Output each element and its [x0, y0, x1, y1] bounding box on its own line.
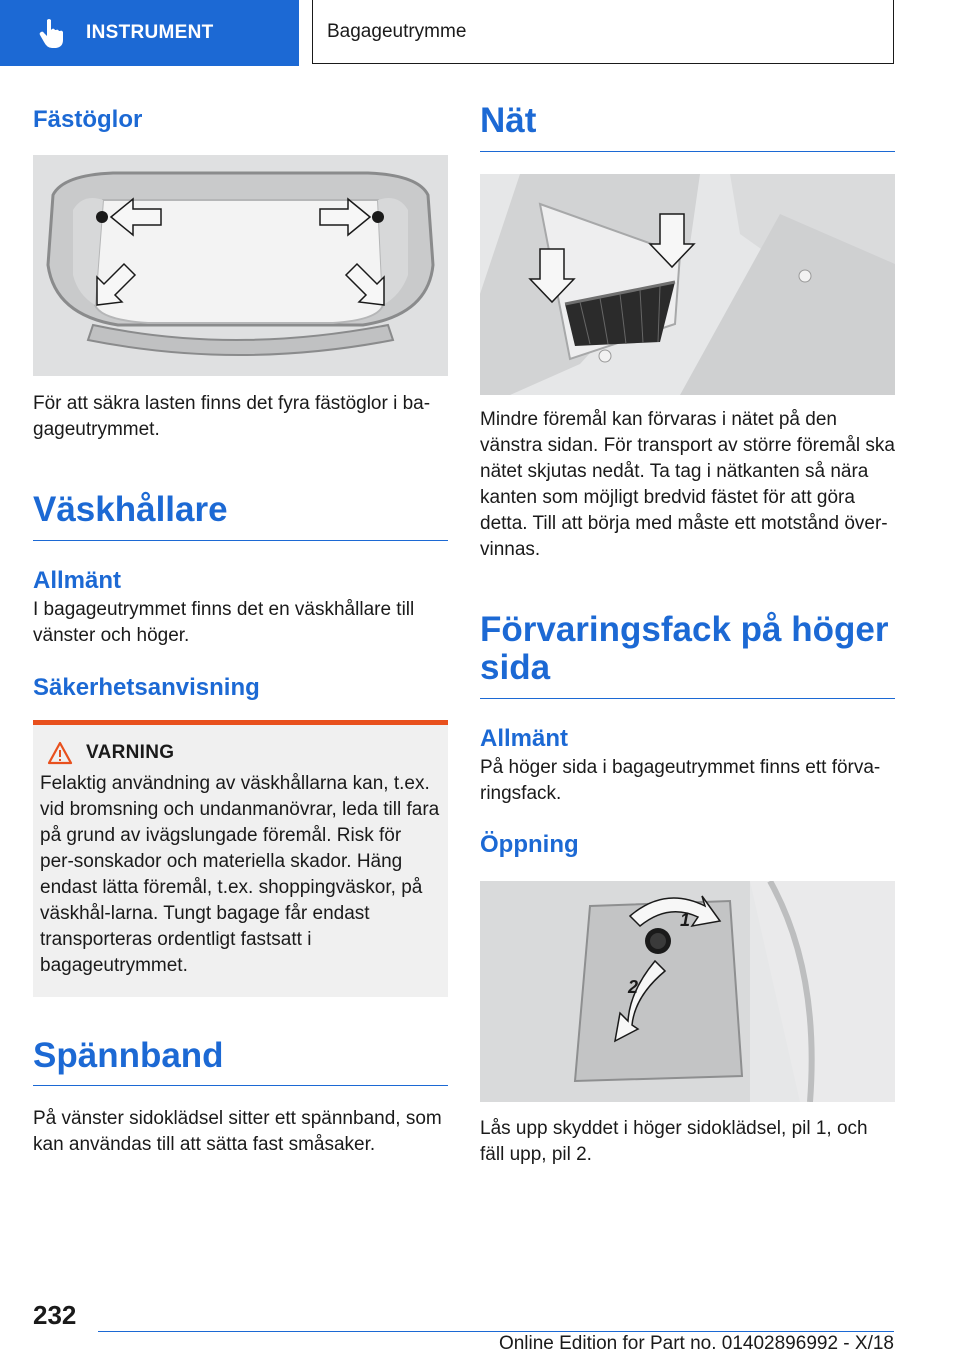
sakerhet-heading: Säkerhetsanvisning	[33, 673, 260, 701]
spannband-heading: Spännband	[33, 1037, 448, 1087]
warning-text: Felaktig användning av väskhållarna kan, t.ex. vid bromsning och undanmanövrar, leda till fara på grund av ivägslungade föremål. Risk för per-sonskador och materiella skador. Häng endast lätta föremål, t.ex. shoppingväskor, på väskhål-larna. Tungt bagage får endast transporteras ordentligt fastsatt i bagageutrymmet.	[40, 772, 440, 976]
fastoglor-text: För att säkra lasten finns det fyra fästöglor i ba-gageutrymmet.	[33, 393, 431, 440]
footer-divider	[98, 1331, 894, 1332]
warning-title: VARNING	[86, 741, 175, 763]
spannband-text: På vänster sidoklädsel sitter ett spännband, som kan användas till att sätta fast småsaker.	[33, 1108, 442, 1155]
allmant-text: I bagageutrymmet finns det en väskhållare till vänster och höger.	[33, 598, 415, 646]
section-tab[interactable]	[0, 0, 299, 66]
allmant-text-right: På höger sida i bagageutrymmet finns ett förva-ringsfack.	[480, 756, 881, 804]
page-topic: Bagageutrymme	[327, 20, 467, 42]
section-tab-label: INSTRUMENT	[86, 22, 214, 43]
arrow-label-2: 2	[628, 976, 639, 997]
allmant-heading-right: Allmänt	[480, 724, 569, 752]
storage-compartment-figure	[480, 881, 895, 1102]
fastoglor-heading: Fästöglor	[33, 106, 143, 133]
trunk-net-figure	[480, 174, 895, 395]
trunk-lashing-eyes-figure	[33, 155, 448, 376]
oppning-text: Lås upp skyddet i höger sidoklädsel, pil 1, och fäll upp, pil 2.	[480, 1117, 868, 1165]
allmant-heading: Allmänt	[33, 566, 122, 594]
arrow-label-1: 1	[680, 909, 691, 930]
right-column	[480, 102, 895, 1168]
vaskhallare-heading: Väskhållare	[33, 491, 448, 541]
nat-heading: Nät	[480, 102, 895, 152]
page-topic-tab	[312, 0, 894, 64]
oppning-heading: Öppning	[480, 830, 579, 858]
hand-pointer-icon	[38, 18, 64, 48]
warning-triangle-icon	[47, 741, 73, 765]
page-number: 232	[33, 1300, 77, 1330]
left-column	[33, 102, 448, 1158]
forvaring-heading: Förvaringsfack på höger sida	[480, 611, 895, 699]
warning-box	[33, 720, 448, 997]
edition-footer: Online Edition for Part no. 01402896992 - X/18	[498, 1333, 894, 1354]
nat-text: Mindre föremål kan förvaras i nätet på den vänstra sidan. För transport av större föremål ska nätet skjutas nedåt. Ta tag i nätkanten så nära kanten som möjligt bredvid fästet för att göra detta. Till att börja med måste ett motstånd över-vinnas.	[480, 408, 895, 560]
warning-header	[40, 741, 440, 765]
